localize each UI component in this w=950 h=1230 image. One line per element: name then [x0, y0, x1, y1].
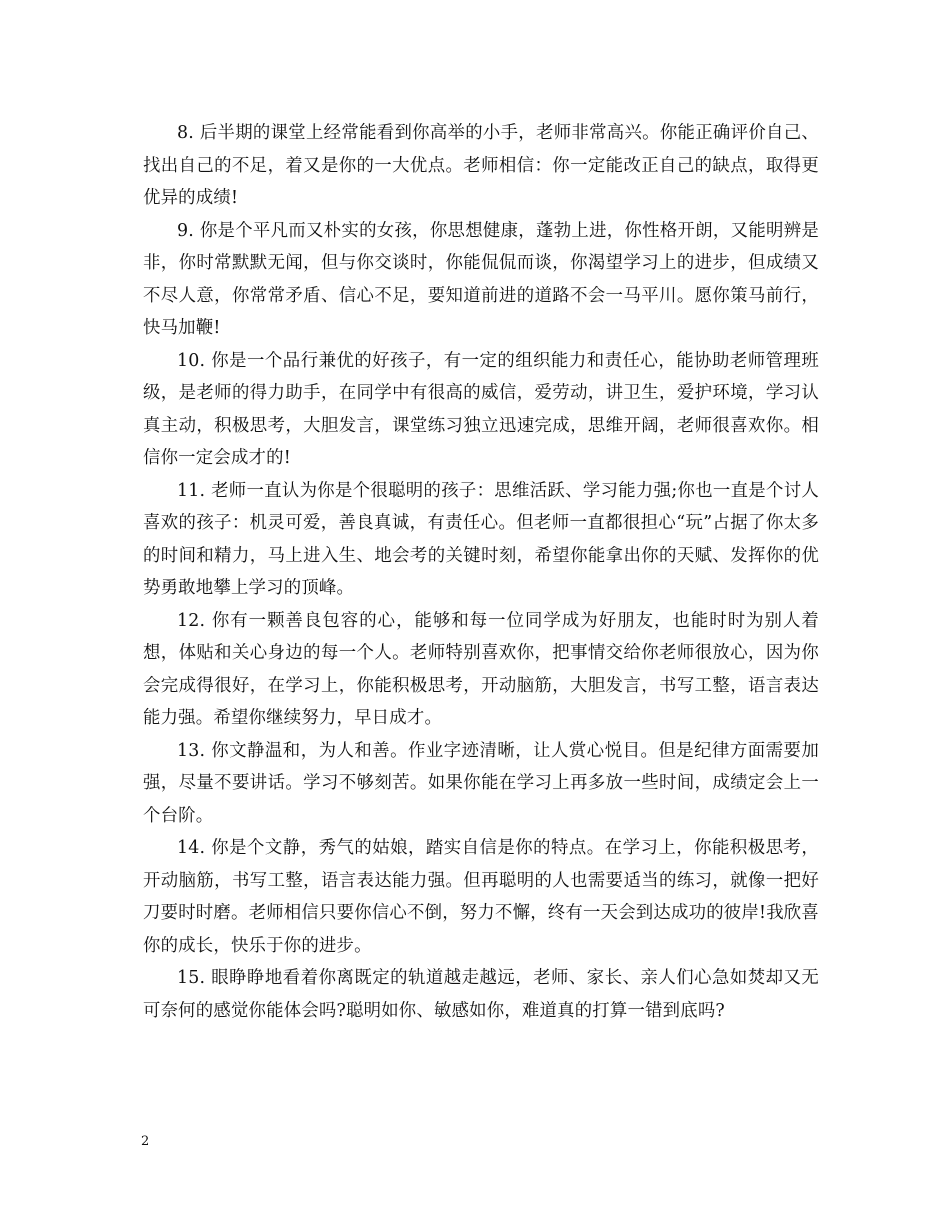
comment-paragraph-8: 8. 后半期的课堂上经常能看到你高举的小手，老师非常高兴。你能正确评价自己、找出自己的不足，着又是你的一大优点。老师相信：你一定能改正自己的缺点，取得更优异的成绩!	[143, 123, 819, 208]
comment-paragraph-11: 11. 老师一直认为你是个很聪明的孩子：思维活跃、学习能力强;你也一直是个讨人喜欢的孩子：机灵可爱，善良真诚，有责任心。但老师一直都很担心“玩”占据了你太多的时间和精力，马上进入生、地会考的关键时刻，希望你能拿出你的天赋、发挥你的优势勇敢地攀上学习的顶峰。	[143, 480, 819, 598]
comment-paragraph-12: 12. 你有一颗善良包容的心，能够和每一位同学成为好朋友，也能时时为别人着想，体贴和关心身边的每一个人。老师特别喜欢你，把事情交给你老师很放心，因为你会完成得很好，在学习上，你能积极思考，开动脑筋，大胆发言，书写工整，语言表达能力强。希望你继续努力，早日成才。	[143, 610, 819, 728]
page-number: 2	[141, 1134, 150, 1149]
comment-paragraph-15: 15. 眼睁睁地看着你离既定的轨道越走越远，老师、家长、亲人们心急如焚却又无可奈何的感觉你能体会吗?聪明如你、敏感如你，难道真的打算一错到底吗?	[143, 968, 819, 1021]
comment-paragraph-10: 10. 你是一个品行兼优的好孩子，有一定的组织能力和责任心，能协助老师管理班级，是老师的得力助手，在同学中有很高的威信，爱劳动，讲卫生，爱护环境，学习认真主动，积极思考，大胆发言，课堂练习独立迅速完成，思维开阔，老师很喜欢你。相信你一定会成才的!	[143, 350, 819, 468]
document-body	[143, 117, 819, 1027]
comment-paragraph-14: 14. 你是个文静，秀气的姑娘，踏实自信是你的特点。在学习上，你能积极思考，开动脑筋，书写工整，语言表达能力强。但再聪明的人也需要适当的练习，就像一把好刀要时时磨。老师相信只要你信心不倒，努力不懈，终有一天会到达成功的彼岸!我欣喜你的成长，快乐于你的进步。	[143, 838, 819, 956]
comment-paragraph-13: 13. 你文静温和，为人和善。作业字迹清晰，让人赏心悦目。但是纪律方面需要加强，尽量不要讲话。学习不够刻苦。如果你能在学习上再多放一些时间，成绩定会上一个台阶。	[143, 740, 819, 826]
comment-paragraph-9: 9. 你是个平凡而又朴实的女孩，你思想健康，蓬勃上进，你性格开朗，又能明辨是非，你时常默默无闻，但与你交谈时，你能侃侃而谈，你渴望学习上的进步，但成绩又不尽人意，你常常矛盾、信心不足，要知道前进的道路不会一马平川。愿你策马前行，快马加鞭!	[143, 220, 819, 338]
